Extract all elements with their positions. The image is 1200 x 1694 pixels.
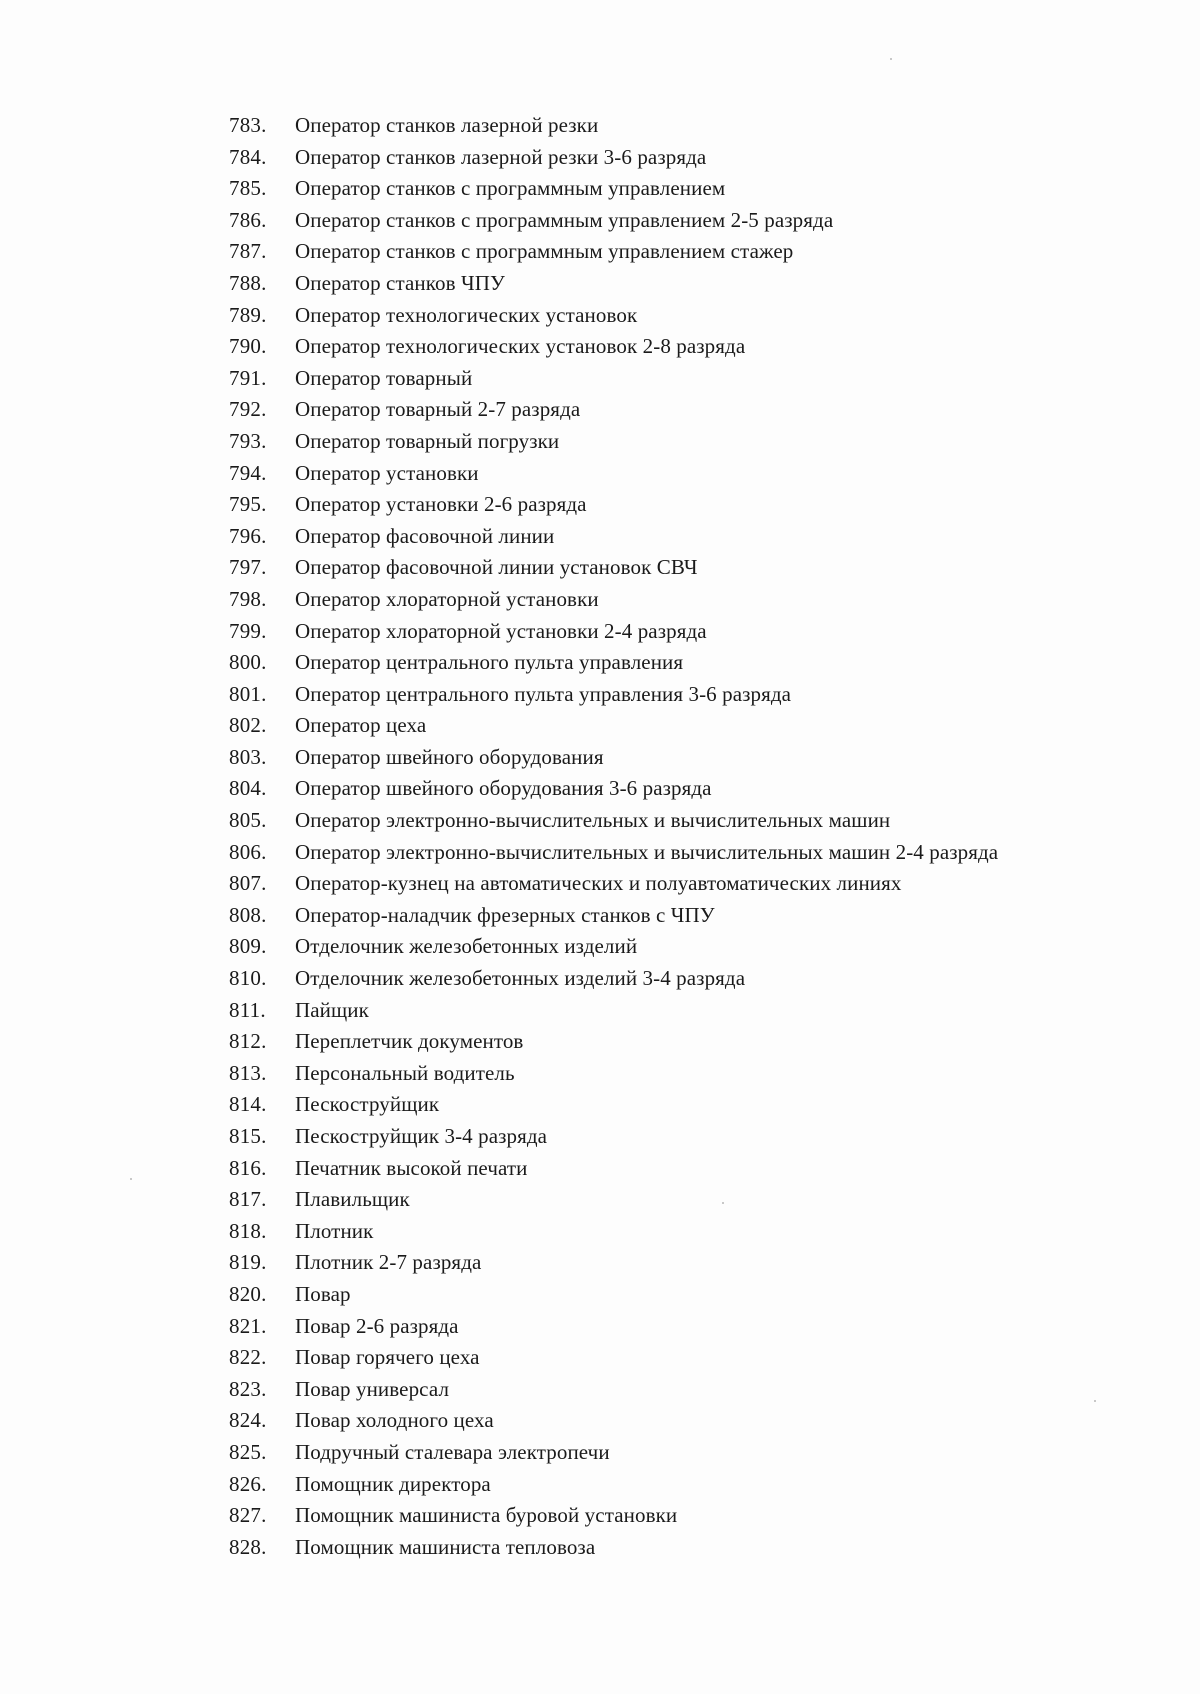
item-label: Помощник директора	[295, 1471, 491, 1496]
item-number: 818.	[229, 1218, 267, 1243]
item-label: Оператор станков с программным управлением 2-5 разряда	[295, 207, 834, 232]
item-number: 798.	[229, 586, 267, 611]
item-label: Оператор хлораторной установки 2-4 разряда	[295, 618, 707, 643]
item-number: 791.	[229, 365, 267, 390]
item-number: 787.	[229, 239, 267, 264]
item-label: Плотник 2-7 разряда	[295, 1250, 482, 1275]
list-item	[229, 773, 1129, 805]
list-item	[229, 1121, 1129, 1153]
item-number: 803.	[229, 744, 267, 769]
item-label: Оператор технологических установок 2-8 разряда	[295, 334, 746, 359]
scan-speck	[890, 58, 892, 60]
scan-speck	[1094, 1400, 1096, 1402]
item-label: Оператор цеха	[295, 713, 427, 738]
list-item	[229, 489, 1129, 521]
item-label: Оператор центрального пульта управления	[295, 650, 684, 675]
list-item	[229, 173, 1129, 205]
item-label: Оператор хлораторной установки	[295, 586, 599, 611]
list-item	[229, 1342, 1129, 1374]
list-item	[229, 1026, 1129, 1058]
item-number: 813.	[229, 1060, 267, 1085]
item-number: 788.	[229, 270, 267, 295]
item-label: Оператор установки 2-6 разряда	[295, 492, 587, 517]
item-number: 799.	[229, 618, 267, 643]
item-number: 796.	[229, 523, 267, 548]
profession-list	[229, 110, 1129, 1563]
item-label: Оператор установки	[295, 460, 479, 485]
item-label: Помощник машиниста тепловоза	[295, 1534, 596, 1559]
list-item	[229, 1405, 1129, 1437]
list-item	[229, 1216, 1129, 1248]
list-item	[229, 1437, 1129, 1469]
item-label: Оператор швейного оборудования 3-6 разряда	[295, 776, 712, 801]
item-label: Оператор-наладчик фрезерных станков с ЧПУ	[295, 902, 715, 927]
list-item	[229, 521, 1129, 553]
item-number: 797.	[229, 555, 267, 580]
list-item	[229, 300, 1129, 332]
item-label: Оператор-кузнец на автоматических и полуавтоматических линиях	[295, 871, 902, 896]
list-item	[229, 616, 1129, 648]
item-label: Оператор электронно-вычислительных и вычислительных машин	[295, 808, 891, 833]
item-number: 790.	[229, 334, 267, 359]
list-item	[229, 1374, 1129, 1406]
item-number: 806.	[229, 839, 267, 864]
item-label: Повар	[295, 1281, 351, 1306]
list-item	[229, 900, 1129, 932]
item-number: 821.	[229, 1313, 267, 1338]
list-item	[229, 1089, 1129, 1121]
list-item	[229, 868, 1129, 900]
item-label: Повар горячего цеха	[295, 1345, 480, 1370]
item-label: Оператор станков лазерной резки	[295, 113, 599, 137]
list-item	[229, 742, 1129, 774]
item-number: 819.	[229, 1250, 267, 1275]
item-label: Пайщик	[295, 997, 369, 1022]
item-number: 824.	[229, 1408, 267, 1433]
item-label: Оператор станков лазерной резки 3-6 разряда	[295, 144, 707, 169]
item-label: Оператор товарный погрузки	[295, 428, 560, 453]
item-label: Повар универсал	[295, 1376, 450, 1401]
item-number: 789.	[229, 302, 267, 327]
item-label: Оператор товарный	[295, 365, 473, 390]
item-number: 817.	[229, 1187, 267, 1212]
item-number: 805.	[229, 808, 267, 833]
list-item	[229, 931, 1129, 963]
list-item	[229, 110, 1129, 142]
item-number: 823.	[229, 1376, 267, 1401]
list-item	[229, 1469, 1129, 1501]
item-number: 784.	[229, 144, 267, 169]
item-label: Помощник машиниста буровой установки	[295, 1503, 678, 1528]
scan-speck	[130, 1178, 132, 1180]
item-label: Пескоструйщик 3-4 разряда	[295, 1124, 548, 1148]
item-number: 811.	[229, 997, 266, 1022]
list-item	[229, 1311, 1129, 1343]
list-item	[229, 1184, 1129, 1216]
item-number: 801.	[229, 681, 267, 706]
item-label: Отделочник железобетонных изделий 3-4 разряда	[295, 966, 746, 991]
item-number: 800.	[229, 650, 267, 675]
item-label: Повар 2-6 разряда	[295, 1313, 459, 1338]
item-label: Оператор товарный 2-7 разряда	[295, 397, 581, 422]
list-item	[229, 963, 1129, 995]
item-number: 783.	[229, 113, 267, 137]
item-label: Оператор центрального пульта управления 3-6 разряда	[295, 681, 792, 706]
item-number: 815.	[229, 1124, 267, 1148]
list-item	[229, 995, 1129, 1027]
item-number: 828.	[229, 1534, 267, 1559]
list-item	[229, 552, 1129, 584]
item-label: Оператор технологических установок	[295, 302, 638, 327]
item-number: 810.	[229, 966, 267, 991]
item-label: Оператор станков с программным управлением	[295, 176, 726, 201]
item-label: Отделочник железобетонных изделий	[295, 934, 638, 959]
item-number: 804.	[229, 776, 267, 801]
item-number: 794.	[229, 460, 267, 485]
item-number: 827.	[229, 1503, 267, 1528]
list-item	[229, 679, 1129, 711]
list-item	[229, 1153, 1129, 1185]
item-label: Оператор фасовочной линии	[295, 523, 555, 548]
item-label: Персональный водитель	[295, 1060, 515, 1085]
list-item	[229, 268, 1129, 300]
item-number: 814.	[229, 1092, 267, 1117]
item-number: 809.	[229, 934, 267, 959]
item-label: Оператор электронно-вычислительных и вычислительных машин 2-4 разряда	[295, 839, 999, 864]
list-item	[229, 458, 1129, 490]
item-number: 820.	[229, 1281, 267, 1306]
item-label: Оператор станков ЧПУ	[295, 270, 505, 295]
item-label: Оператор фасовочной линии установок СВЧ	[295, 555, 698, 580]
list-item	[229, 1279, 1129, 1311]
item-label: Печатник высокой печати	[295, 1155, 528, 1180]
list-item	[229, 837, 1129, 869]
item-number: 807.	[229, 871, 267, 896]
list-item	[229, 394, 1129, 426]
item-number: 812.	[229, 1029, 267, 1054]
list-item	[229, 363, 1129, 395]
item-label: Оператор станков с программным управлением стажер	[295, 239, 794, 264]
item-label: Подручный сталевара электропечи	[295, 1439, 610, 1464]
item-label: Повар холодного цеха	[295, 1408, 494, 1433]
item-number: 785.	[229, 176, 267, 201]
item-number: 825.	[229, 1439, 267, 1464]
list-item	[229, 205, 1129, 237]
item-number: 816.	[229, 1155, 267, 1180]
scan-speck	[722, 1202, 724, 1204]
item-label: Плавильщик	[295, 1187, 410, 1212]
list-item	[229, 1500, 1129, 1532]
item-number: 822.	[229, 1345, 267, 1370]
list-item	[229, 1532, 1129, 1564]
list-item	[229, 647, 1129, 679]
item-label: Оператор швейного оборудования	[295, 744, 604, 769]
item-number: 802.	[229, 713, 267, 738]
item-label: Плотник	[295, 1218, 374, 1243]
list-item	[229, 1247, 1129, 1279]
item-number: 808.	[229, 902, 267, 927]
list-item	[229, 805, 1129, 837]
item-label: Переплетчик документов	[295, 1029, 524, 1054]
item-number: 793.	[229, 428, 267, 453]
list-item	[229, 426, 1129, 458]
list-item	[229, 710, 1129, 742]
item-number: 795.	[229, 492, 267, 517]
list-item	[229, 236, 1129, 268]
list-item	[229, 1058, 1129, 1090]
item-label: Пескоструйщик	[295, 1092, 440, 1117]
item-number: 786.	[229, 207, 267, 232]
list-item	[229, 142, 1129, 174]
list-item	[229, 584, 1129, 616]
list-item	[229, 331, 1129, 363]
item-number: 826.	[229, 1471, 267, 1496]
item-number: 792.	[229, 397, 267, 422]
